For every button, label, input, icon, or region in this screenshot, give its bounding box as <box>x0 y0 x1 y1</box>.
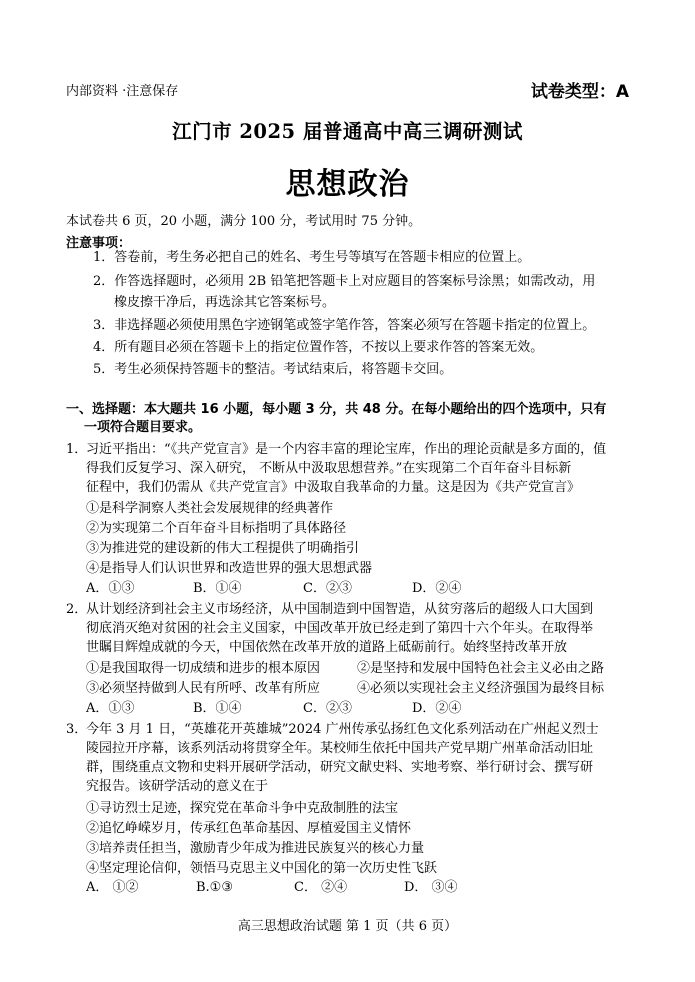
q1-option-c: C．②③ <box>303 581 352 596</box>
subject-title: 思想政治 <box>285 167 410 202</box>
paper-type-label: 试卷类型：A <box>530 82 629 102</box>
q1-option-a: A．①③ <box>86 581 135 596</box>
notice-item-2-cont: 橡皮擦干净后，再选涂其它答案标号。 <box>114 295 336 310</box>
q3-number: 3． <box>66 722 88 737</box>
q2-option-b: B．①④ <box>193 701 242 716</box>
q2-stem-line-3: 世瞩目辉煌成就的今天，中国依然在改革开放的道路上砥砺前行。始终坚持改革开放 <box>86 640 568 655</box>
q3-stem-line-2: 陵园拉开序幕，该系列活动将贯穿全年。某校师生依托中国共产党早期广州革命活动旧址 <box>86 741 594 756</box>
q3-statement-2: ②追忆峥嵘岁月，传承红色革命基因、厚植爱国主义情怀 <box>86 821 412 836</box>
q1-stem-line-1: 习近平指出：“《共产党宣言》是一个内容丰富的理论宝库，作出的理论贡献是多方面的，值 <box>86 442 607 457</box>
exam-title: 江门市 2025 届普通高中高三调研测试 <box>172 120 523 143</box>
q3-stem-line-3: 群，围绕重点文物和史料开展研学活动，研究文献史料、实地考察、举行研讨会、撰写研 <box>86 760 594 775</box>
q2-stem-line-1: 从计划经济到社会主义市场经济，从中国制造到中国智造，从贫穷落后的超级人口大国到 <box>86 602 594 617</box>
q1-stem-line-2: 得我们反复学习、深入研究， 不断从中汲取思想营养。”在实现第二个百年奋斗目标新 <box>86 461 572 476</box>
header-left-label: 内部资料 ·注意保存 <box>66 84 179 99</box>
q3-option-b: B.①③ <box>196 880 233 895</box>
notice-item-4: 4．所有题目必须在答题卡上的指定位置作答，不按以上要求作答的答案无效。 <box>93 340 544 355</box>
q2-statement-2: ②是坚持和发展中国特色社会主义必由之路 <box>357 661 605 676</box>
q3-option-c: C． ②④ <box>294 880 348 895</box>
q2-option-d: D．②④ <box>412 701 462 716</box>
q1-stem-line-3: 征程中，我们仍需从《共产党宣言》中汲取自我革命的力量。这是因为《共产党宣言》 <box>86 480 581 495</box>
q1-statement-1: ①是科学洞察人类社会发展规律的经典著作 <box>86 501 334 516</box>
q3-option-d: D． ③④ <box>404 880 458 895</box>
notice-item-2: 2．作答选择题时，必须用 2B 铅笔把答题卡上对应题目的答案标号涂黑；如需改动，用 <box>93 274 596 289</box>
q3-statement-4: ④坚定理论信仰，领悟马克思主义中国化的第一次历史性飞跃 <box>86 861 438 876</box>
notice-item-5: 5．考生必须保持答题卡的整洁。考试结束后，将答题卡交回。 <box>93 362 453 377</box>
q3-option-a: A． ①② <box>86 880 139 895</box>
q3-stem-line-4: 究报告。该研学活动的意义在于 <box>86 779 269 794</box>
notice-title: 注意事项： <box>66 236 132 251</box>
q2-statement-1: ①是我国取得一切成绩和进步的根本原因 <box>86 661 321 676</box>
q1-statement-4: ④是指导人们认识世界和改造世界的强大思想武器 <box>86 561 373 576</box>
notice-item-3: 3．非选择题必须使用黑色字迹钢笔或签字笔作答，答案必须写在答题卡指定的位置上。 <box>93 318 596 333</box>
q2-stem-line-2: 彻底消灭绝对贫困的社会主义国家，中国改革开放已经走到了第四十六个年头。在取得举 <box>86 621 594 636</box>
q1-statement-2: ②为实现第二个百年奋斗目标指明了具体路径 <box>86 521 347 536</box>
q2-statement-4: ④必须以实现社会主义经济强国为最终目标 <box>357 681 605 696</box>
q2-option-a: A．①③ <box>86 701 135 716</box>
q2-statement-3: ③必须坚持做到人民有所呼、改革有所应 <box>86 681 321 696</box>
q1-option-d: D．②④ <box>412 581 462 596</box>
section-1-heading: 一、选择题：本大题共 16 小题，每小题 3 分，共 48 分。在每小题给出的四个选项中，只有 <box>66 402 607 417</box>
q1-option-b: B．①④ <box>193 581 242 596</box>
q3-statement-3: ③培养责任担当，激励青少年成为推进民族复兴的核心力量 <box>86 841 425 856</box>
q2-option-c: C．②③ <box>303 701 352 716</box>
q3-statement-1: ①寻访烈士足迹，探究党在革命斗争中克敌制胜的法宝 <box>86 801 399 816</box>
q1-number: 1． <box>66 442 88 457</box>
q3-stem-line-1: 今年 3 月 1 日，“英雄花开英雄城”2024 广州传承弘扬红色文化系列活动在广州起义烈士 <box>86 722 599 737</box>
q1-statement-3: ③为推进党的建设新的伟大工程提供了明确指引 <box>86 541 360 556</box>
q2-number: 2． <box>66 602 88 617</box>
page-footer: 高三思想政治试题 第 1 页（共 6 页） <box>237 919 458 934</box>
notice-item-1: 1．答卷前，考生务必把自己的姓名、考生号等填写在答题卡相应的位置上。 <box>93 250 531 265</box>
exam-info: 本试卷共 6 页，20 小题，满分 100 分，考试用时 75 分钟。 <box>66 214 422 229</box>
section-1-heading-cont: 一项符合题目要求。 <box>84 420 202 435</box>
